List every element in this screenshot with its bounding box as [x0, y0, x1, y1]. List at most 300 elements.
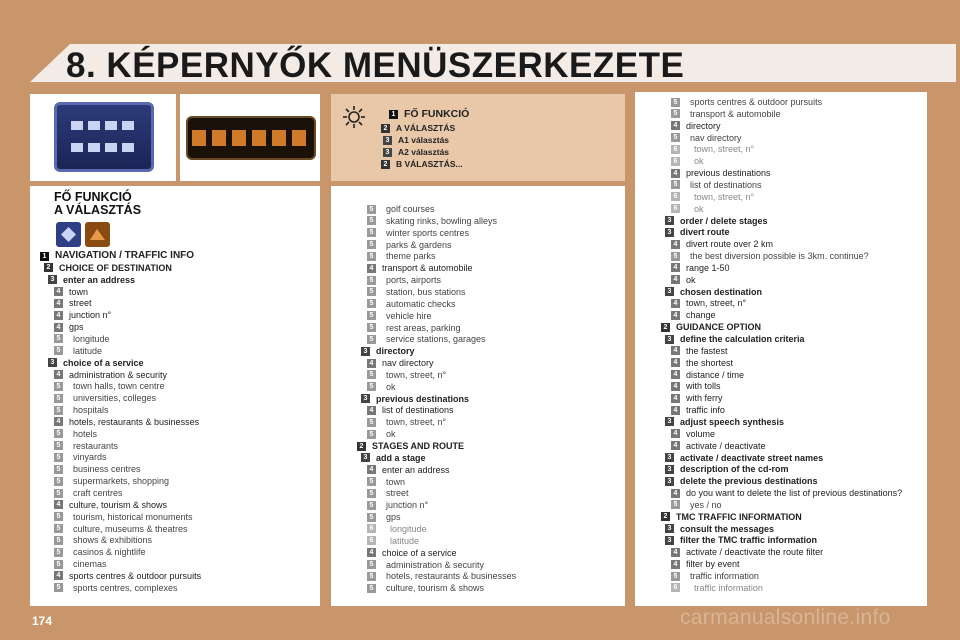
legend-item [381, 158, 463, 170]
menu-item-level-3 [361, 393, 469, 405]
menu-item-level-6 [671, 155, 704, 167]
menu-item-label: the best diversion possible is 3km. continue? [690, 251, 869, 262]
directory-icon [252, 130, 266, 146]
menu-item-level-4 [671, 440, 766, 452]
menu-item-level-4 [54, 570, 201, 582]
menu-item-level-5 [54, 440, 118, 452]
music-icon [71, 143, 83, 152]
menu-item-level-4 [671, 369, 744, 381]
level-badge: 4 [54, 287, 63, 296]
ct-screen [186, 116, 316, 160]
traffic-icon [212, 130, 226, 146]
menu-item-level-4 [671, 392, 723, 404]
menu-item-label: activate / deactivate street names [680, 452, 824, 463]
menu-item-level-5 [54, 380, 165, 392]
menu-item-label: town, street, n° [694, 144, 755, 155]
menu-item-label: list of destinations [690, 179, 762, 190]
legend-item-label: FŐ FUNKCIÓ [404, 108, 470, 120]
level-badge: 5 [367, 287, 376, 296]
menu-item-level-5 [54, 523, 188, 535]
menu-item-label: vinyards [73, 452, 107, 463]
phone-icon [232, 130, 246, 146]
menu-item-label: service stations, garages [386, 334, 486, 345]
menu-item-label: enter an address [382, 464, 450, 475]
phone-icon [105, 121, 117, 130]
menu-item-level-4 [671, 380, 721, 392]
menu-item-label: hotels [73, 428, 98, 439]
menu-item-label: traffic information [694, 582, 763, 593]
menu-item-label: enter an address [63, 274, 136, 285]
level-badge: 3 [665, 465, 674, 474]
menu-item-label: gps [386, 512, 401, 523]
level-badge: 5 [367, 370, 376, 379]
menu-item-label: divert route over 2 km [686, 239, 774, 250]
level-badge: 4 [54, 500, 63, 509]
ct-panel [180, 94, 320, 181]
menu-item-level-3 [665, 534, 817, 546]
menu-item-label: street [386, 488, 409, 499]
menu-item-label: longitude [390, 523, 427, 534]
menu-item-label: hospitals [73, 405, 109, 416]
menu-item-level-5 [367, 239, 452, 251]
level-badge: 5 [54, 453, 63, 462]
menu-item-level-4 [671, 487, 902, 499]
menu-item-level-3 [665, 475, 818, 487]
level-badge: 5 [671, 109, 680, 118]
menu-item-level-5 [671, 108, 781, 120]
menu-item-label: divert route [680, 227, 730, 238]
level-badge: 5 [54, 465, 63, 474]
menu-panel-middle [331, 186, 625, 606]
menu-item-label: town halls, town centre [73, 381, 165, 392]
menu-item-label: choice of a service [63, 357, 144, 368]
level-badge: 3 [665, 536, 674, 545]
menu-item-label: latitude [390, 535, 420, 546]
menu-item-label: administration & security [69, 369, 168, 380]
menu-item-label: vehicle hire [386, 310, 432, 321]
menu-item-level-5 [54, 463, 141, 475]
menu-item-level-5 [367, 381, 396, 393]
menu-item-level-5 [367, 416, 446, 428]
menu-item-level-5 [54, 392, 156, 404]
menu-item-label: description of the cd-rom [680, 464, 789, 475]
menu-item-label: change [686, 310, 716, 321]
menu-item-label: STAGES AND ROUTE [372, 441, 465, 451]
level-badge: 5 [54, 382, 63, 391]
menu-item-label: directory [686, 120, 721, 131]
level-badge: 4 [671, 169, 680, 178]
menu-item-label: town, street, n° [386, 417, 447, 428]
menu-item-label: town [386, 476, 406, 487]
menu-item-level-4 [671, 238, 773, 250]
menu-item-label: business centres [73, 464, 141, 475]
menu-item-level-5 [54, 546, 146, 558]
menu-item-label: with tolls [686, 381, 721, 392]
level-badge: 5 [367, 299, 376, 308]
level-badge: 5 [367, 430, 376, 439]
level-badge: 5 [54, 536, 63, 545]
menu-item-label: delete the previous destinations [680, 476, 818, 487]
level-badge: 5 [54, 477, 63, 486]
level-badge: 5 [54, 429, 63, 438]
level-badge: 4 [671, 311, 680, 320]
menu-item-label: ok [386, 381, 396, 392]
level-badge: 4 [671, 121, 680, 130]
menu-item-level-6 [671, 203, 704, 215]
level-badge: 4 [367, 548, 376, 557]
level-badge: 4 [671, 382, 680, 391]
menu-item-level-5 [367, 369, 446, 381]
menu-item-level-4 [54, 286, 88, 298]
level-badge: 5 [54, 406, 63, 415]
level-badge: 4 [54, 417, 63, 426]
menu-item-label: consult the messages [680, 523, 775, 534]
level-badge: 4 [671, 406, 680, 415]
menu-item-label: yes / no [690, 499, 722, 510]
level-badge: 3 [361, 347, 370, 356]
menu-item-label: with ferry [686, 393, 723, 404]
level-badge: 3 [665, 477, 674, 486]
menu-item-label: activate / deactivate the route filter [686, 547, 824, 558]
menu-item-level-5 [54, 345, 102, 357]
menu-item-label: activate / deactivate [686, 440, 766, 451]
menu-item-label: NAVIGATION / TRAFFIC INFO [55, 250, 195, 261]
menu-item-level-4 [671, 428, 715, 440]
menu-item-level-3 [361, 345, 415, 357]
menu-item-label: previous destinations [686, 168, 771, 179]
menu-item-label: tourism, historical monuments [73, 511, 193, 522]
level-badge: 3 [361, 394, 370, 403]
level-badge: 5 [367, 311, 376, 320]
menu-item-level-5 [671, 499, 722, 511]
menu-item-label: traffic info [686, 405, 725, 416]
menu-panel-right [635, 92, 927, 606]
settings-icon [105, 143, 117, 152]
menu-panel-left [30, 186, 320, 606]
menu-item-label: nav directory [382, 358, 434, 369]
menu-item-level-6 [671, 582, 763, 594]
menu-item-level-5 [671, 179, 762, 191]
level-badge: 2 [357, 442, 366, 451]
menu-item-label: town, street, n° [386, 369, 447, 380]
menu-item-level-3 [361, 452, 426, 464]
menu-item-label: cinemas [73, 559, 107, 570]
menu-item-level-3 [665, 523, 774, 535]
menu-item-label: supermarkets, shopping [73, 476, 170, 487]
level-badge: 5 [367, 205, 376, 214]
page-title: 8. KÉPERNYŐK MENÜSZERKEZETE [66, 46, 685, 85]
level-badge: 5 [367, 572, 376, 581]
level-badge: 5 [54, 560, 63, 569]
level-badge: 6 [671, 145, 680, 154]
sun-icon [343, 106, 365, 128]
menu-item-level-4 [367, 357, 434, 369]
menu-item-label: ok [386, 429, 396, 440]
menu-item-label: winter sports centres [386, 227, 470, 238]
menu-item-label: longitude [73, 333, 110, 344]
menu-item-level-5 [54, 487, 123, 499]
level-badge: 5 [367, 228, 376, 237]
level-badge: 5 [367, 418, 376, 427]
menu-item-label: transport & automobile [690, 108, 781, 119]
menu-item-label: filter the TMC traffic information [680, 535, 817, 546]
menu-item-level-3 [665, 416, 784, 428]
level-badge: 6 [671, 583, 680, 592]
menu-item-level-4 [367, 547, 457, 559]
level-badge: 4 [54, 571, 63, 580]
legend-item [383, 134, 449, 146]
choice-a-title: A VÁLASZTÁS [54, 203, 142, 217]
menu-item-label: nav directory [690, 132, 742, 143]
legend-item [383, 146, 449, 158]
level-badge: 4 [367, 465, 376, 474]
menu-item-level-4 [54, 321, 84, 333]
menu-item-label: culture, tourism & shows [386, 583, 485, 594]
level-badge: 5 [54, 583, 63, 592]
menu-item-level-5 [367, 310, 432, 322]
menu-item-level-4 [367, 404, 454, 416]
menu-item-label: range 1-50 [686, 262, 730, 273]
menu-item-level-5 [367, 570, 516, 582]
level-badge: 3 [665, 228, 674, 237]
menu-item-level-5 [54, 333, 110, 345]
level-badge: 4 [671, 240, 680, 249]
menu-item-level-5 [54, 558, 107, 570]
level-badge: 3 [665, 287, 674, 296]
level-badge: 4 [367, 359, 376, 368]
menu-item-level-4 [671, 546, 823, 558]
legend-item-label: A2 választás [398, 147, 450, 157]
menu-item-level-4 [671, 345, 728, 357]
menu-item-level-4 [671, 297, 746, 309]
menu-item-label: sports centres & outdoor pursuits [69, 570, 202, 581]
settings-icon [292, 130, 306, 146]
menu-item-level-4 [367, 464, 450, 476]
level-badge: 3 [665, 524, 674, 533]
level-badge: 5 [367, 477, 376, 486]
menu-item-label: GUIDANCE OPTION [676, 322, 762, 333]
menu-item-label: adjust speech synthesis [680, 416, 785, 427]
menu-item-label: culture, tourism & shows [69, 499, 168, 510]
level-badge: 5 [367, 240, 376, 249]
level-badge: 6 [367, 536, 376, 545]
menu-item-label: automatic checks [386, 298, 456, 309]
menu-item-label: culture, museums & theatres [73, 523, 188, 534]
menu-item-label: add a stage [376, 452, 426, 463]
menu-item-level-5 [367, 333, 486, 345]
menu-item-level-5 [671, 132, 742, 144]
menu-item-label: distance / time [686, 369, 745, 380]
menu-item-level-6 [367, 535, 419, 547]
level-badge: 5 [671, 133, 680, 142]
menu-item-label: CHOICE OF DESTINATION [59, 262, 172, 273]
level-badge: 1 [40, 252, 49, 261]
legend-item [381, 122, 455, 134]
level-badge: 5 [54, 394, 63, 403]
menu-item-label: latitude [73, 345, 103, 356]
level-badge: 3 [665, 417, 674, 426]
menu-item-level-6 [671, 191, 754, 203]
menu-item-level-3 [48, 274, 135, 286]
menu-item-label: hotels, restaurants & businesses [386, 571, 517, 582]
level-badge: 4 [367, 264, 376, 273]
menu-item-label: parks & gardens [386, 239, 452, 250]
level-badge: 6 [671, 192, 680, 201]
level-badge: 3 [665, 216, 674, 225]
menu-item-label: previous destinations [376, 393, 470, 404]
menu-item-label: do you want to delete the list of previous destinations? [686, 488, 903, 499]
book-icon [122, 121, 134, 130]
menu-item-label: filter by event [686, 559, 740, 570]
level-badge: 3 [665, 335, 674, 344]
level-badge: 5 [367, 323, 376, 332]
menu-item-level-6 [367, 523, 427, 535]
level-badge: 4 [671, 346, 680, 355]
menu-item-level-3 [665, 452, 823, 464]
menu-item-label: ok [694, 203, 704, 214]
menu-item-level-5 [54, 428, 97, 440]
level-badge: 5 [671, 98, 680, 107]
level-badge: 4 [671, 489, 680, 498]
menu-item-level-5 [367, 582, 484, 594]
menu-item-level-2 [44, 262, 172, 274]
level-badge: 5 [54, 548, 63, 557]
navigation-icon [192, 130, 206, 146]
level-badge: 4 [367, 406, 376, 415]
menu-item-level-5 [367, 428, 396, 440]
level-badge: 4 [671, 441, 680, 450]
menu-item-label: skating rinks, bowling alleys [386, 215, 498, 226]
menu-item-label: gps [69, 322, 84, 333]
level-badge: 4 [671, 299, 680, 308]
watermark: carmanualsonline.info [680, 606, 891, 629]
menu-item-label: sports centres & outdoor pursuits [690, 97, 823, 107]
menu-item-level-5 [54, 451, 107, 463]
menu-item-label: town, street, n° [694, 191, 755, 202]
level-badge: 5 [367, 252, 376, 261]
menu-item-level-2 [661, 511, 802, 523]
legend-item [389, 108, 469, 120]
level-badge: 3 [48, 275, 57, 284]
menu-item-label: order / delete stages [680, 215, 768, 226]
legend-panel [331, 94, 625, 181]
menu-item-level-4 [54, 369, 167, 381]
menu-item-level-5 [367, 286, 466, 298]
menu-item-label: transport & automobile [382, 263, 473, 274]
globe-icon [71, 121, 83, 130]
menu-item-level-5 [367, 203, 435, 215]
car-icon [88, 121, 100, 130]
menu-item-label: restaurants [73, 440, 119, 451]
video-icon [122, 143, 134, 152]
menu-item-level-5 [54, 511, 193, 523]
menu-item-level-5 [367, 559, 484, 571]
level-badge: 3 [383, 148, 392, 157]
level-badge: 2 [661, 512, 670, 521]
level-badge: 3 [665, 453, 674, 462]
level-badge: 5 [671, 252, 680, 261]
menu-item-level-5 [367, 250, 436, 262]
menu-item-level-5 [367, 487, 409, 499]
level-badge: 4 [671, 548, 680, 557]
radio-icon [88, 143, 100, 152]
menu-item-label: chosen destination [680, 286, 763, 297]
level-badge: 4 [671, 429, 680, 438]
level-badge: 5 [367, 501, 376, 510]
menu-item-label: the fastest [686, 345, 728, 356]
menu-item-label: ports, airports [386, 275, 442, 286]
level-badge: 4 [671, 370, 680, 379]
menu-item-level-3 [665, 226, 730, 238]
level-badge: 3 [361, 453, 370, 462]
level-badge: 5 [54, 512, 63, 521]
level-badge: 5 [367, 382, 376, 391]
menu-item-level-5 [367, 227, 469, 239]
menu-item-label: the shortest [686, 357, 734, 368]
function-icons [56, 222, 112, 248]
level-badge: 3 [48, 358, 57, 367]
main-function-title: FŐ FUNKCIÓ [54, 190, 132, 204]
legend-item-label: A1 választás [398, 135, 450, 145]
menu-item-label: ok [686, 274, 696, 285]
level-badge: 5 [367, 489, 376, 498]
menu-item-label: hotels, restaurants & businesses [69, 416, 200, 427]
menu-item-level-4 [54, 499, 167, 511]
menu-item-label: craft centres [73, 488, 123, 498]
menu-item-level-3 [665, 333, 805, 345]
menu-item-label: universities, colleges [73, 393, 157, 404]
menu-item-label: theme parks [386, 251, 436, 262]
menu-item-label: town, street, n° [686, 298, 747, 309]
menu-item-level-3 [665, 286, 762, 298]
menu-item-level-4 [671, 120, 721, 132]
level-badge: 2 [661, 323, 670, 332]
level-badge: 3 [383, 136, 392, 145]
level-badge: 5 [54, 346, 63, 355]
menu-item-level-4 [367, 262, 473, 274]
menu-item-level-5 [671, 250, 869, 262]
level-badge: 4 [54, 370, 63, 379]
menu-item-level-5 [367, 499, 428, 511]
dt-screen [54, 102, 154, 172]
main-function-heading [54, 191, 141, 217]
level-badge: 5 [367, 216, 376, 225]
menu-item-level-5 [671, 96, 822, 108]
level-badge: 5 [671, 572, 680, 581]
level-badge: 2 [381, 160, 390, 169]
ct-screen-icons [188, 118, 314, 158]
level-badge: 4 [54, 311, 63, 320]
menu-item-level-6 [671, 143, 754, 155]
level-badge: 2 [381, 124, 390, 133]
menu-item-level-4 [54, 309, 111, 321]
menu-item-level-4 [671, 357, 733, 369]
menu-item-label: golf courses [386, 204, 435, 214]
menu-item-label: traffic information [690, 571, 759, 581]
menu-item-level-4 [671, 309, 716, 321]
level-badge: 5 [367, 276, 376, 285]
level-badge: 6 [671, 204, 680, 213]
menu-item-level-5 [367, 298, 456, 310]
menu-item-level-3 [665, 215, 768, 227]
level-badge: 6 [367, 524, 376, 533]
menu-item-label: casinos & nightlife [73, 547, 146, 558]
menu-item-level-2 [357, 440, 464, 452]
legend-item-label: B VÁLASZTÁS... [396, 159, 463, 169]
menu-item-level-1 [40, 250, 194, 262]
level-badge: 4 [54, 323, 63, 332]
menu-item-label: list of destinations [382, 405, 454, 416]
